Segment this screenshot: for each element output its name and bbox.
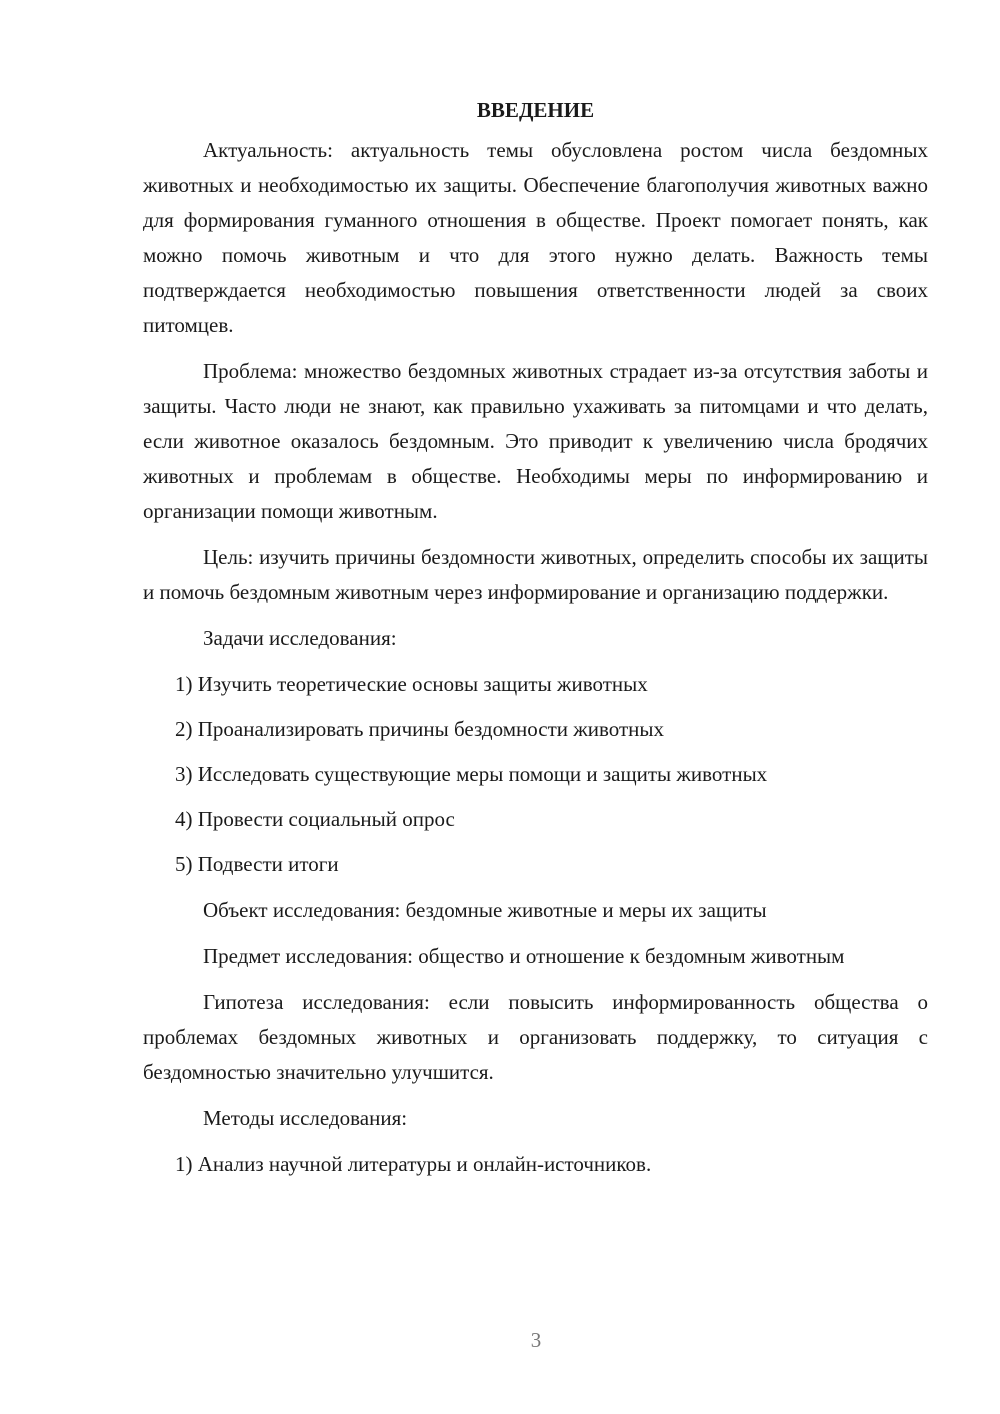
methods-list	[143, 1147, 928, 1182]
list-item: 4) Провести социальный опрос	[175, 807, 455, 831]
list-item: 2) Проанализировать причины бездомности животных	[175, 717, 665, 741]
problem-paragraph: Проблема: множество бездомных животных страдает из-за отсутствия заботы и защиты. Часто люди не знают, как правильно ухаживать за питомцами и что делать, если животное оказалось бездомным. Это приводит к увеличению числа бродячих животных и проблемам в обществе. Необходимы меры по информированию и организации помощи животным.	[143, 359, 928, 523]
section-title: ВВЕДЕНИЕ	[476, 98, 595, 122]
relevance-paragraph: Актуальность: актуальность темы обусловлена ростом числа бездомных животных и необходимостью их защиты. Обеспечение благополучия животных важно для формирования гуманного отношения в обществе. Проект помогает понять, как можно помочь животным и что для этого нужно делать. Важность темы подтверждается необходимостью повышения ответственности людей за своих питомцев.	[143, 138, 928, 337]
list-item: 5) Подвести итоги	[175, 852, 339, 876]
object-paragraph: Объект исследования: бездомные животные и меры их защиты	[203, 898, 767, 922]
subject-paragraph: Предмет исследования: общество и отношение к бездомным животным	[203, 944, 845, 968]
list-item: 1) Изучить теоретические основы защиты животных	[175, 672, 648, 696]
tasks-label: Задачи исследования:	[203, 626, 397, 650]
list-item: 1) Анализ научной литературы и онлайн-источников.	[175, 1152, 652, 1176]
list-item: 3) Исследовать существующие меры помощи и защиты животных	[175, 762, 768, 786]
hypothesis-paragraph: Гипотеза исследования: если повысить информированность общества о проблемах бездомных животных и организовать поддержку, то ситуация с бездомностью значительно улучшится.	[143, 990, 928, 1084]
page-content	[143, 93, 928, 1192]
tasks-list	[143, 667, 928, 882]
page-number: 3	[530, 1328, 542, 1352]
goal-paragraph: Цель: изучить причины бездомности животных, определить способы их защиты и помочь бездомным животным через информирование и организацию поддержки.	[143, 545, 928, 604]
methods-label: Методы исследования:	[203, 1106, 408, 1130]
